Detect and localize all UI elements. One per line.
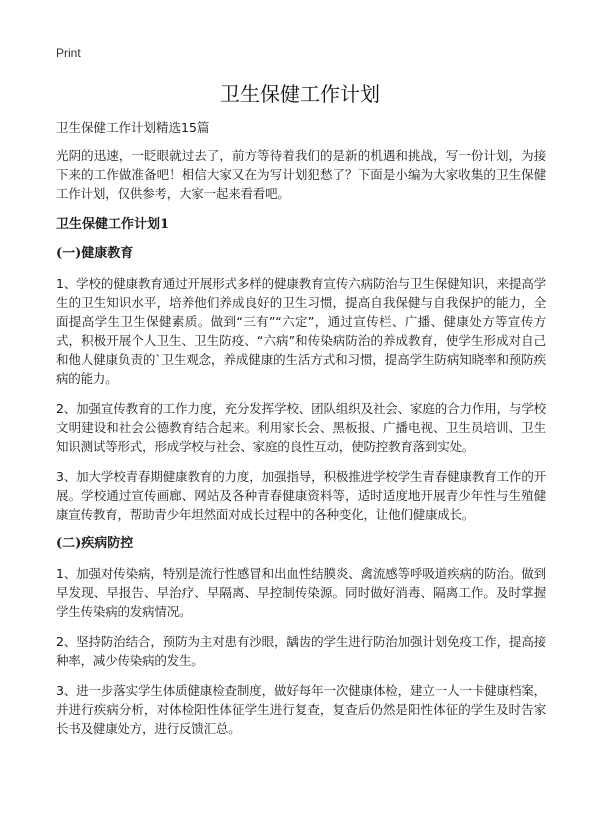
section-heading-plan-1: 卫生保健工作计划1 <box>56 217 170 232</box>
health-education-paragraph-3: 3、加大学校青春期健康教育的力度，加强指导，积极推进学校学生青春健康教育工作的开展。学校通过宣传画廊、网站及各种青春健康资料等，适时适度地开展青少年性与生殖健康宣传教育，帮助青少年坦然面对成长过程中的各种变化，让他们健康成长。 <box>56 469 546 522</box>
intro-paragraph: 光阴的迅速，一眨眼就过去了，前方等待着我们的是新的机遇和挑战，写一份计划，为接下来的工作做准备吧！相信大家又在为写计划犯愁了？下面是小编为大家收集的卫生保健工作计划，仅供参考，大家一起来看看吧。 <box>56 148 546 201</box>
subheading-health-education: (一)健康教育 <box>56 246 134 261</box>
disease-control-paragraph-3: 3、进一步落实学生体质健康检查制度，做好每年一次健康体检，建立一人一卡健康档案，并进行疾病分析，对体检阳性体征学生进行复查，复查后仍然是阳性体征的学生及时告家长书及健康处方，进行反馈汇总。 <box>56 683 546 736</box>
disease-control-paragraph-2: 2、坚持防治结合，预防为主对患有沙眼，龋齿的学生进行防治加强计划免疫工作，提高接种率，减少传染病的发生。 <box>56 634 546 668</box>
disease-control-paragraph-1: 1、加强对传染病，特别是流行性感冒和出血性结膜炎、禽流感等呼吸道疾病的防治。做到早发现、早报告、早治疗、早隔离、早控制传染源。同时做好消毒、隔离工作。及时掌握学生传染病的发病情况。 <box>56 566 546 619</box>
page-title: 卫生保健工作计划 <box>220 82 380 106</box>
document-body <box>56 120 546 749</box>
print-link[interactable]: Print <box>56 46 81 60</box>
health-education-paragraph-1: 1、学校的健康教育通过开展形式多样的健康教育宣传六病防治与卫生保健知识，来提高学生的卫生知识水平，培养他们养成良好的卫生习惯，提高自我保健与自我保护的能力，全面提高学生卫生保健素质。做到“三有”“六定”，通过宣传栏、广播、健康处方等宣传方式，积极开展个人卫生、卫生防疫、“六病”和传染病防治的养成教育，使学生形成对自己和他人健康负责的`卫生观念，养成健康的生活方式和习惯，提高学生防病知晓率和预防疾病的能力。 <box>56 276 546 386</box>
health-education-paragraph-2: 2、加强宣传教育的工作力度，充分发挥学校、团队组织及社会、家庭的合力作用，与学校文明建设和社会公德教育结合起来。利用家长会、黑板报、广播电视、卫生员培训、卫生知识测试等形式，形成学校与社会、家庭的良性互动，使防控教育落到实处。 <box>56 401 546 454</box>
subheading-disease-control: (二)疾病防控 <box>56 536 134 551</box>
document-subtitle: 卫生保健工作计划精选15篇 <box>56 120 210 135</box>
